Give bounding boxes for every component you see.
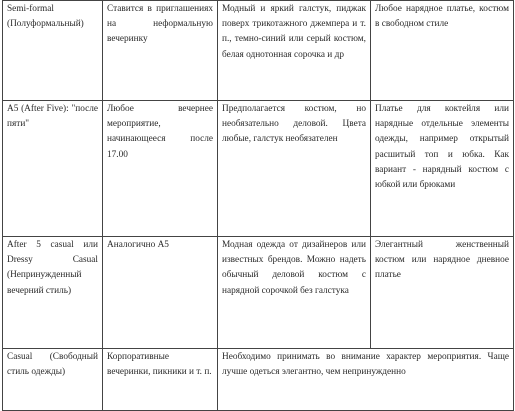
men-attire-cell: Модная одежда от дизайнеров или известных брендов. Можно надеть обычный деловой костюм с нарядной сорочкой без галстука xyxy=(218,237,371,349)
table-row xyxy=(3,101,514,237)
women-attire-cell: Элегантный женственный костюм или нарядное дневное платье xyxy=(371,237,514,349)
men-attire-cell: Модный и яркий галстук, пиджак поверх трикотажного джемпера и т. п., темно-синий или серый костюм, белая однотонная сорочка и др xyxy=(218,1,371,101)
occasion-cell: Аналогично A5 xyxy=(103,237,218,349)
men-attire-cell: Предполагается костюм, но необязательно деловой. Цвета любые, галстук необязателен xyxy=(218,101,371,237)
women-attire-cell: Любое нарядное платье, костюм в свободном стиле xyxy=(371,1,514,101)
occasion-cell: Ставится в приглашениях на неформальную вечеринку xyxy=(103,1,218,101)
table-row xyxy=(3,237,514,349)
style-cell: Casual (Свободный стиль одежды) xyxy=(3,349,103,411)
table-row xyxy=(3,349,514,411)
occasion-cell: Любое вечернее мероприятие, начинающееся после 17.00 xyxy=(103,101,218,237)
women-attire-cell: Платье для коктейля или нарядные отдельные элементы одежды, например открытый расшитый топ и юбка. Как вариант - нарядный костюм с юбкой или брюками xyxy=(371,101,514,237)
style-cell: Semi-formal (Полуформальный) xyxy=(3,1,103,101)
occasion-cell: Корпоративные вечеринки, пикники и т. п. xyxy=(103,349,218,411)
style-cell: A5 (After Five): "после пяти" xyxy=(3,101,103,237)
style-cell: After 5 casual или Dressy Casual (Непринужденный вечерний стиль) xyxy=(3,237,103,349)
dress-code-table xyxy=(2,0,514,411)
table-row xyxy=(3,1,514,101)
attire-merged-cell: Необходимо принимать во внимание характер мероприятия. Чаще лучше одеться элегантно, чем непринужденно xyxy=(218,349,514,411)
